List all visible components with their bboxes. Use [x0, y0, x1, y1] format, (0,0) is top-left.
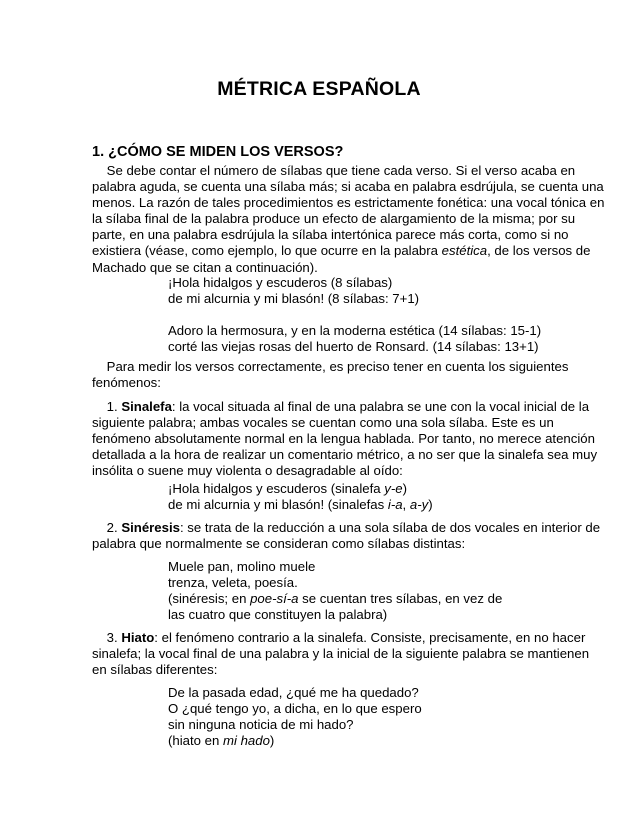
- sineresis-paragraph: [92, 520, 601, 552]
- verse-line: Muele pan, molino muele: [168, 559, 316, 574]
- hiato-paragraph: [92, 630, 590, 678]
- term-sineresis: Sinéresis: [121, 520, 180, 535]
- verse-line: Adoro la hermosura, y en la moderna estética (14 sílabas: 15-1): [168, 323, 542, 338]
- paragraph-line: 2. Sinéresis: se trata de la reducción a una sola sílaba de dos vocales en interior de: [92, 520, 601, 535]
- verse-line: corté las viejas rosas del huerto de Ronsard. (14 sílabas: 13+1): [168, 339, 539, 355]
- paragraph-line: Se debe contar el número de sílabas que tiene cada verso. Si el verso acaba en: [92, 163, 576, 178]
- verse-line: trenza, veleta, poesía.: [168, 575, 298, 591]
- paragraph-line: menos. La razón de tales procedimientos es estrictamente fonética: una vocal tónica en: [92, 195, 605, 211]
- paragraph-line: la sílaba final de la palabra produce un efecto de alargamiento de la misma; por su: [92, 211, 576, 227]
- verse-example: [168, 481, 433, 513]
- verse-example: [168, 559, 502, 623]
- intro-paragraph: [92, 163, 605, 276]
- paragraph-line: en sílabas diferentes:: [92, 662, 218, 678]
- sinalefa-paragraph: [92, 399, 598, 479]
- page-title: MÉTRICA ESPAÑOLA: [217, 78, 421, 100]
- paragraph-line: fenómenos:: [92, 375, 161, 391]
- paragraph-line: 3. Hiato: el fenómeno contrario a la sinalefa. Consiste, precisamente, en no hacer: [92, 630, 586, 645]
- paragraph-line: sinalefa; la vocal final de una palabra y la inicial de la siguiente palabra se mantienen: [92, 646, 590, 662]
- paragraph-line: existiera (véase, como ejemplo, lo que ocurre en la palabra estética, de los versos de: [92, 243, 591, 259]
- paragraph-line: Para medir los versos correctamente, es preciso tener en cuenta los siguientes: [92, 359, 569, 374]
- verse-line: ¡Hola hidalgos y escuderos (sinalefa y-e): [168, 481, 407, 496]
- verse-line: ¡Hola hidalgos y escuderos (8 sílabas): [168, 275, 393, 290]
- paragraph-line: detallada a la hora de realizar un comentario métrico, a no ser que la sinalefa sea muy: [92, 447, 598, 463]
- phenomena-paragraph: [92, 359, 569, 391]
- paragraph-line: insólita o suene muy violenta o desagradable al oído:: [92, 463, 403, 479]
- term-sinalefa: Sinalefa: [121, 399, 172, 414]
- paragraph-line: 1. Sinalefa: la vocal situada al final de una palabra se une con la vocal inicial de la: [92, 399, 590, 414]
- section-heading: 1. ¿CÓMO SE MIDEN LOS VERSOS?: [92, 144, 344, 160]
- paragraph-line: siguiente palabra; ambas vocales se cuentan como una sola sílaba. Este es un: [92, 415, 554, 431]
- verse-line: de mi alcurnia y mi blasón! (8 sílabas: 7+1): [168, 291, 420, 307]
- term-hiato: Hiato: [121, 630, 155, 645]
- verse-line: De la pasada edad, ¿qué me ha quedado?: [168, 685, 419, 700]
- verse-line: de mi alcurnia y mi blasón! (sinalefas i-a, a-y): [168, 497, 433, 513]
- verse-line: O ¿qué tengo yo, a dicha, en lo que espero: [168, 701, 422, 717]
- verse-line: las cuatro que constituyen la palabra): [168, 607, 388, 623]
- verse-line: (sinéresis; en poe-sí-a se cuentan tres sílabas, en vez de: [168, 591, 503, 607]
- verse-line: (hiato en mi hado): [168, 733, 275, 749]
- paragraph-line: palabra aguda, se cuenta una sílaba más; si acaba en palabra esdrújula, se cuenta una: [92, 179, 604, 195]
- verse-example: [168, 323, 541, 355]
- verse-example: [168, 275, 419, 307]
- paragraph-line: Machado que se citan a continuación).: [92, 259, 318, 275]
- verse-line: sin ninguna noticia de mi hado?: [168, 717, 354, 733]
- paragraph-line: parte, en una palabra esdrújula la sílaba intertónica parece más corta, como si no: [92, 227, 569, 243]
- italic-word: estética: [441, 243, 488, 259]
- paragraph-line: fenómeno absolutamente normal en la lengua hablada. Por tanto, no merece atención: [92, 431, 595, 447]
- verse-example: [168, 685, 422, 749]
- paragraph-line: palabra que normalmente se consideran como sílabas distintas:: [92, 536, 466, 552]
